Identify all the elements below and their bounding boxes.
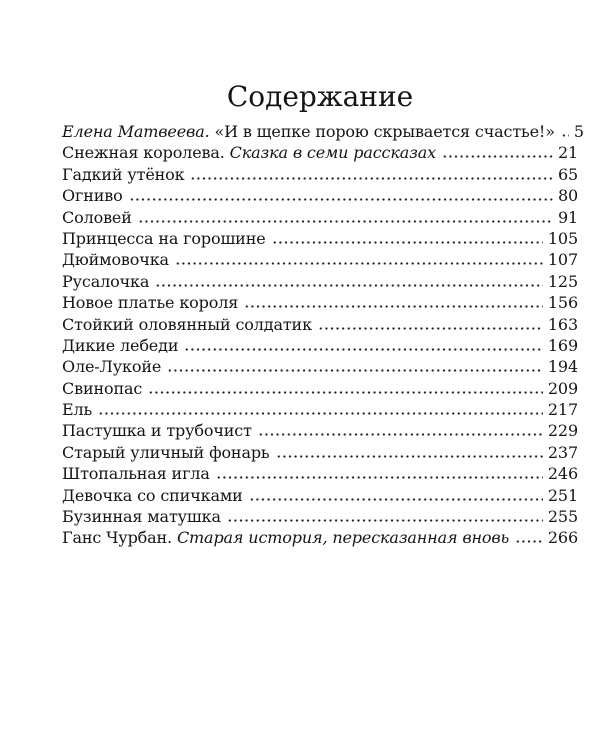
toc-entry-label [62,142,436,163]
toc-entry-title: Соловей [62,207,132,227]
toc-entry [62,356,578,377]
toc-entry [62,292,578,313]
toc-entry [62,271,578,292]
toc-entry-title: Старый уличный фонарь [62,442,270,462]
dot-leader [227,518,543,522]
toc-entry [62,442,578,463]
toc-entry [62,228,578,249]
page-number: 266 [547,528,578,548]
toc-entry-title: Гадкий утёнок [62,164,185,184]
toc-entry-title: Девочка со спичками [62,485,243,505]
toc-entry-title: Русалочка [62,271,150,291]
page-number: 169 [547,335,578,355]
toc-entry-title: Снежная королева. [62,143,225,163]
page-number: 246 [547,464,578,484]
dot-leader [442,154,553,158]
page-number: 163 [547,314,578,334]
page-number: 251 [547,485,578,505]
dot-leader [515,539,543,543]
toc-entry-title: Принцесса на горошине [62,228,266,248]
toc-entry [62,121,584,142]
toc-entry [62,185,578,206]
toc-entry-title: Ганс Чурбан. [62,528,172,548]
toc-entry [62,399,578,420]
page-number: 194 [547,357,578,377]
toc-entry-subtitle: Сказка в семи рассказах [229,143,437,163]
page-number: 229 [547,421,578,441]
toc-entry-title: Бузинная матушка [62,507,221,527]
toc-entry-title: «И в щепке порою скрывается счастье!» [214,122,555,141]
page-number: 237 [547,442,578,462]
toc-entry-title: Стойкий оловянный солдатик [62,314,312,334]
dot-leader [155,283,543,287]
page-number: 255 [547,507,578,527]
toc-entry [62,164,578,185]
toc-entry [62,527,578,548]
dot-leader [167,368,543,372]
dot-leader [249,497,543,501]
toc-entry-title: Штопальная игла [62,464,210,484]
toc-entry-title: Пастушка и трубочист [62,421,252,441]
page-number: 156 [547,293,578,313]
toc-entry [62,335,578,356]
dot-leader [190,176,552,180]
dot-leader [561,133,569,137]
toc-entry-title: Новое платье короля [62,293,239,313]
toc-entry [62,142,578,163]
toc-entry-subtitle: Старая история, пересказанная вновь [176,528,510,548]
page-number: 105 [547,228,578,248]
dot-leader [138,219,553,223]
page-number: 125 [547,271,578,291]
page-number: 91 [557,207,578,227]
dot-leader [258,432,543,436]
dot-leader [272,240,543,244]
dot-leader [276,454,543,458]
page-title: Содержание [226,80,414,113]
toc-entry [62,207,578,228]
toc-list [62,121,584,549]
dot-leader [98,411,543,415]
toc-entry-title: Свинопас [62,378,143,398]
page-number: 21 [557,143,578,163]
page-number: 107 [547,250,578,270]
dot-leader [318,326,543,330]
toc-entry-label [62,527,509,548]
toc-entry [62,420,578,441]
toc-entry [62,485,578,506]
dot-leader [184,347,543,351]
page-number: 217 [547,400,578,420]
page-number: 65 [557,164,578,184]
toc-entry [62,463,578,484]
toc-entry-title: Дикие лебеди [62,335,179,355]
toc-entry [62,506,578,527]
dot-leader [244,304,543,308]
dot-leader [216,475,543,479]
dot-leader [148,390,543,394]
dot-leader [129,197,553,201]
page-number: 5 [573,122,584,141]
toc-entry-label [62,121,555,142]
toc-entry [62,378,578,399]
toc-entry-author: Елена Матвеева. [62,122,210,141]
page-number: 209 [547,378,578,398]
toc-entry [62,314,578,335]
toc-entry [62,249,578,270]
dot-leader [175,261,543,265]
page-number: 80 [557,186,578,206]
toc-entry-title: Дюймовочка [62,250,169,270]
toc-entry-title: Ель [62,400,93,420]
toc-entry-title: Оле-Лукойе [62,357,162,377]
toc-entry-title: Огниво [62,186,123,206]
